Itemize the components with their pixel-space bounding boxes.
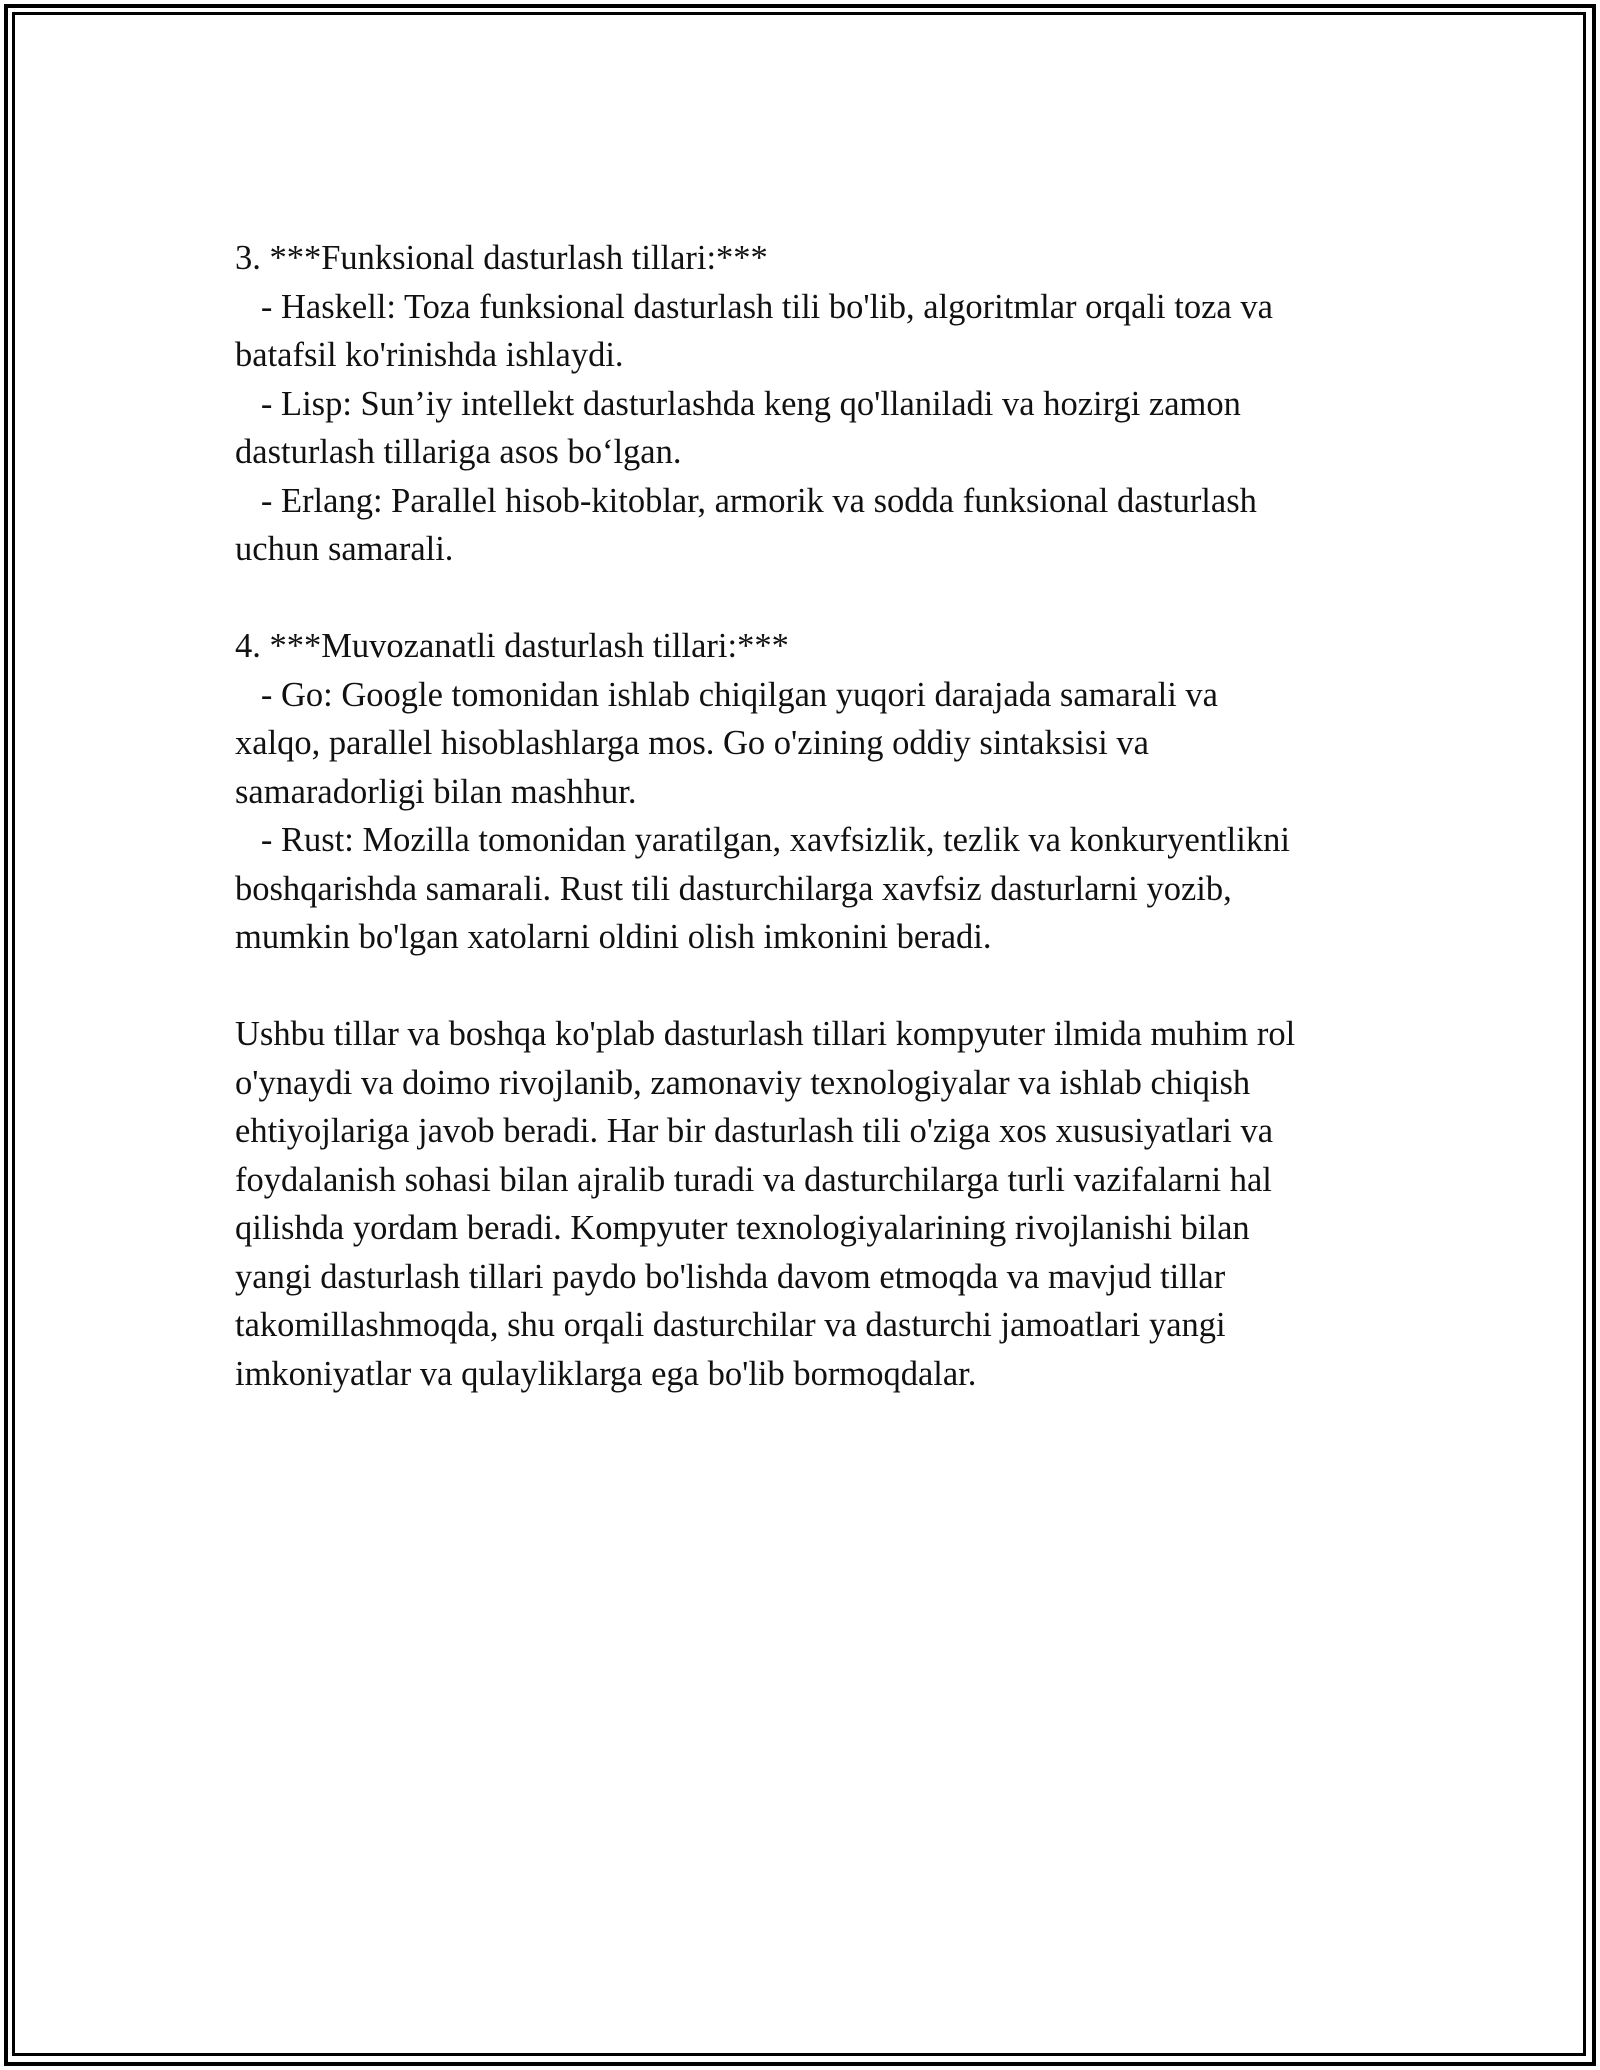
- conclusion-line-1: Ushbu tillar va boshqa ko'plab dasturlash tillari kompyuter ilmida muhim rol: [235, 1015, 1296, 1053]
- haskell-item-line-2: batafsil ko'rinishda ishlaydi.: [235, 336, 624, 374]
- go-item-line-2: xalqo, parallel hisoblashlarga mos. Go o'zining oddiy sintaksisi va: [235, 724, 1149, 762]
- conclusion-line-5: qilishda yordam beradi. Kompyuter texnologiyalarining rivojlanishi bilan: [235, 1209, 1250, 1247]
- rust-item-line-1: - Rust: Mozilla tomonidan yaratilgan, xavfsizlik, tezlik va konkuryentlikni: [235, 821, 1290, 859]
- conclusion-line-2: o'ynaydi va doimo rivojlanib, zamonaviy texnologiyalar va ishlab chiqish: [235, 1063, 1251, 1102]
- erlang-item-line-1: - Erlang: Parallel hisob-kitoblar, armorik va sodda funksional dasturlash: [235, 481, 1257, 520]
- conclusion-line-3: ehtiyojlariga javob beradi. Har bir dasturlash tili o'ziga xos xususiyatlari va: [235, 1112, 1274, 1150]
- go-item-line-1: - Go: Google tomonidan ishlab chiqilgan yuqori darajada samarali va: [235, 675, 1218, 714]
- rust-item-line-3: mumkin bo'lgan xatolarni oldini olish imkonini beradi.: [235, 918, 992, 956]
- paragraph-gap: [235, 574, 1375, 623]
- conclusion-line-7: takomillashmoqda, shu orqali dasturchilar va dasturchi jamoatlari yangi: [235, 1306, 1226, 1344]
- conclusion-line-6: yangi dasturlash tillari paydo bo'lishda davom etmoqda va mavjud tillar: [235, 1257, 1226, 1296]
- conclusion-line-8: imkoniyatlar va qulayliklarga ega bo'lib bormoqdalar.: [235, 1354, 977, 1393]
- lisp-item-line-2: dasturlash tillariga asos bo‘lgan.: [235, 433, 682, 471]
- go-item-line-3: samaradorligi bilan mashhur.: [235, 772, 637, 811]
- paragraph-gap: [235, 962, 1375, 1011]
- document-body: [235, 234, 1375, 1398]
- section-3-heading: 3. ***Funksional dasturlash tillari:***: [235, 239, 768, 277]
- erlang-item-line-2: uchun samarali.: [235, 530, 454, 568]
- conclusion-line-4: foydalanish sohasi bilan ajralib turadi va dasturchilarga turli vazifalarni hal: [235, 1160, 1272, 1199]
- lisp-item-line-1: - Lisp: Sun’iy intellekt dasturlashda keng qo'llaniladi va hozirgi zamon: [235, 384, 1241, 423]
- section-4-heading: 4. ***Muvozanatli dasturlash tillari:***: [235, 627, 789, 665]
- haskell-item-line-1: - Haskell: Toza funksional dasturlash tili bo'lib, algoritmlar orqali toza va: [235, 287, 1273, 326]
- rust-item-line-2: boshqarishda samarali. Rust tili dasturchilarga xavfsiz dasturlarni yozib,: [235, 869, 1232, 908]
